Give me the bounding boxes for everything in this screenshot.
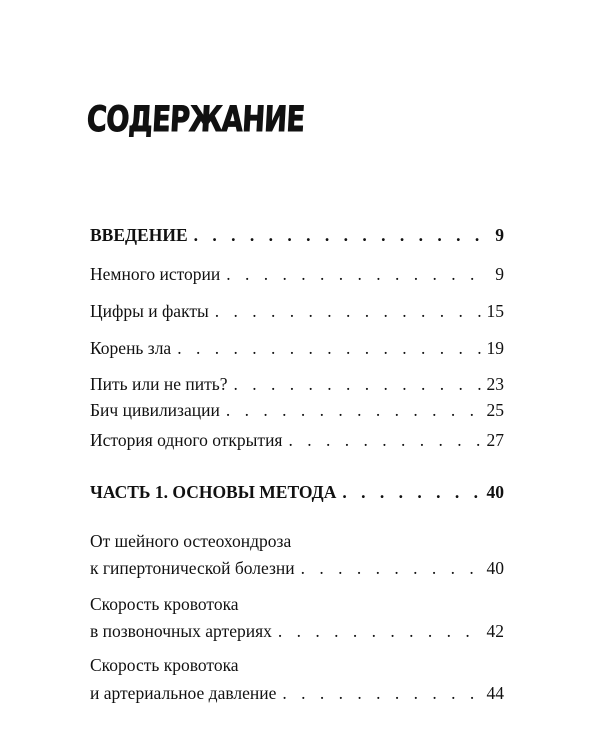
toc-page: 40: [486, 558, 504, 578]
toc-label: Пить или не пить?: [90, 374, 228, 394]
dot-leader: [278, 620, 481, 642]
toc-page: 44: [486, 683, 504, 703]
toc-page: 25: [486, 400, 504, 420]
toc-label-line1: Скорость кровотока: [90, 655, 239, 675]
toc-label: Немного истории: [90, 264, 221, 284]
dot-leader: [177, 337, 480, 359]
toc-entry: [90, 682, 504, 704]
toc-label: ВВЕДЕНИЕ: [90, 225, 188, 245]
dot-leader: [226, 399, 481, 421]
toc-entry: [90, 224, 504, 246]
toc-entry: [90, 263, 504, 285]
dot-leader: [226, 263, 489, 285]
dot-leader: [288, 429, 480, 451]
toc-label: Бич цивилизации: [90, 400, 220, 420]
toc-entry: [90, 337, 504, 359]
dot-leader: [194, 224, 490, 246]
dot-leader: [301, 557, 481, 579]
toc-page: 9: [495, 264, 504, 284]
dot-leader: [233, 373, 480, 395]
dot-leader: [342, 481, 480, 503]
toc-entry: [90, 429, 504, 451]
toc-label: История одного открытия: [90, 430, 283, 450]
toc-label: к гипертонической болезни: [90, 558, 295, 578]
toc-entry: [90, 399, 504, 421]
toc-label: Корень зла: [90, 338, 172, 358]
toc-page: 9: [495, 225, 504, 245]
dot-leader: [215, 300, 481, 322]
toc-entry: [90, 373, 504, 395]
toc-label: в позвоночных артериях: [90, 621, 272, 641]
toc-entry: [90, 620, 504, 642]
toc-entry: [90, 557, 504, 579]
toc-label-line1: От шейного остеохондроза: [90, 531, 292, 551]
toc-page: 40: [486, 482, 504, 502]
toc-page: 19: [486, 338, 504, 358]
toc-label: и артериальное давление: [90, 683, 277, 703]
toc-label: ЧАСТЬ 1. ОСНОВЫ МЕТОДА: [90, 482, 337, 502]
toc-entry: [90, 300, 504, 322]
toc-page: 27: [486, 430, 504, 450]
dot-leader: [282, 682, 480, 704]
toc-page: 23: [486, 374, 504, 394]
toc-page: 42: [486, 621, 504, 641]
toc-page: 15: [486, 301, 504, 321]
page-title: СОДЕРЖАНИЕ: [85, 100, 306, 140]
toc-label-line1: Скорость кровотока: [90, 594, 239, 614]
toc-label: Цифры и факты: [90, 301, 209, 321]
toc-entry: [90, 481, 504, 503]
